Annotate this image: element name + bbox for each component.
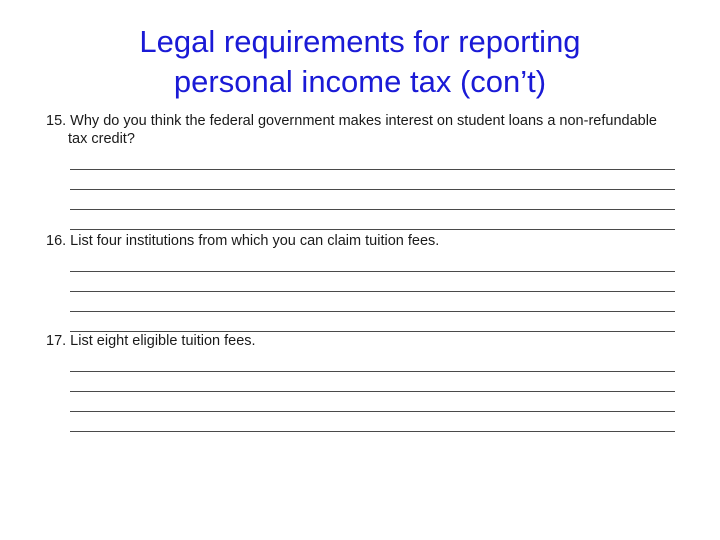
- answer-line[interactable]: [70, 352, 675, 372]
- answer-line[interactable]: [70, 170, 675, 190]
- slide-title: [0, 22, 720, 102]
- answer-line[interactable]: [70, 150, 675, 170]
- question-16-text: 16. List four institutions from which you can claim tuition fees.: [46, 233, 440, 249]
- answer-line[interactable]: [70, 372, 675, 392]
- question-16-answer-area: [70, 252, 676, 332]
- question-17-answer-area: [70, 352, 676, 432]
- answer-line[interactable]: [70, 312, 675, 332]
- answer-line[interactable]: [70, 392, 675, 412]
- question-15: [46, 112, 676, 230]
- answer-line[interactable]: [70, 190, 675, 210]
- question-17-text: 17. List eight eligible tuition fees.: [46, 333, 256, 349]
- answer-line[interactable]: [70, 210, 675, 230]
- question-15-text: 15. Why do you think the federal government makes interest on student loans a non-refundable tax credit?: [46, 113, 657, 147]
- question-15-answer-area: [70, 150, 676, 230]
- answer-line[interactable]: [70, 272, 675, 292]
- answer-line[interactable]: [70, 292, 675, 312]
- answer-line[interactable]: [70, 412, 675, 432]
- question-17: [46, 332, 676, 432]
- slide-title-line-1: Legal requirements for reporting: [139, 24, 581, 59]
- question-16: [46, 232, 676, 332]
- answer-line[interactable]: [70, 252, 675, 272]
- slide-title-line-2: personal income tax (con’t): [173, 64, 547, 99]
